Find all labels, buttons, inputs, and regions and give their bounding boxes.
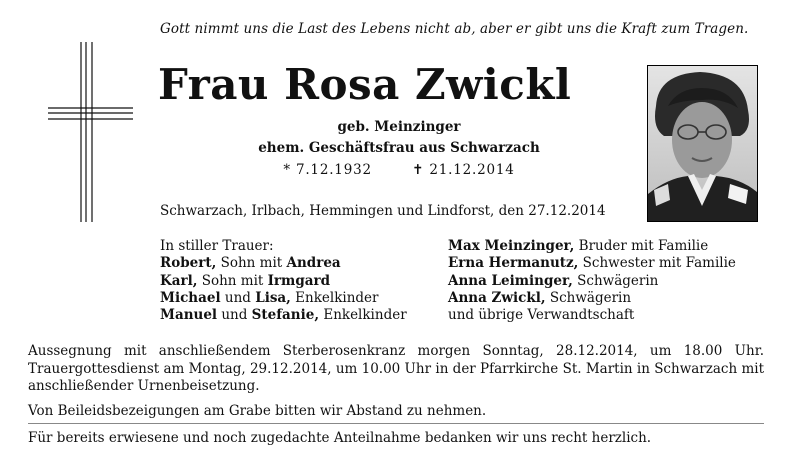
death-date: ✝ 21.12.2014 [412, 162, 515, 178]
mourner-line: Michael und Lisa, Enkelkinder [160, 289, 379, 306]
cross-icon [48, 42, 138, 222]
maiden-name: geb. Meinzinger [337, 119, 461, 135]
thanks-note: Für bereits erwiesene und noch zugedachte Anteilnahme bedanken wir uns recht herzlich. [28, 430, 652, 446]
mourner-line: Max Meinzinger, Bruder mit Familie [448, 238, 709, 254]
occupation: ehem. Geschäftsfrau aus Schwarzach [258, 140, 540, 156]
mourners-right-column [448, 238, 736, 324]
portrait-photo [647, 65, 758, 222]
mourners-left-column [160, 238, 407, 324]
mourner-line: Anna Zwickl, Schwägerin [448, 289, 632, 306]
mourner-line: Erna Hermanutz, Schwester mit Familie [448, 255, 736, 272]
place-and-date: Schwarzach, Irlbach, Hemmingen und Lindforst, den 27.12.2014 [160, 203, 606, 219]
mourner-line: Anna Leiminger, Schwägerin [448, 272, 659, 289]
mourner-line: und übrige Verwandtschaft [448, 307, 635, 324]
condolence-request: Von Beileidsbezeigungen am Grabe bitten wir Abstand zu nehmen. [28, 403, 487, 419]
mourner-line: Robert, Sohn mit Andrea [160, 255, 341, 272]
life-dates [160, 162, 638, 178]
divider-rule [28, 423, 764, 424]
mourner-line: Manuel und Stefanie, Enkelkinder [160, 307, 407, 324]
motto-quote: Gott nimmt uns die Last des Lebens nicht ab, aber er gibt uns die Kraft zum Tragen. [160, 21, 749, 37]
birth-date: * 7.12.1932 [283, 162, 372, 178]
mourners-intro: In stiller Trauer: [160, 238, 274, 254]
deceased-name: Frau Rosa Zwickl [158, 60, 572, 109]
funeral-details: Aussegnung mit anschließendem Sterberosenkranz morgen Sonntag, 28.12.2014, um 18.00 Uhr. Trauergottesdienst am Montag, 29.12.2014, um 10.00 Uhr in der Pfarrkirche St. Martin in Schwarzach mit anschließender Urnenbeisetzung. [28, 343, 765, 394]
mourner-line: Karl, Sohn mit Irmgard [160, 272, 331, 289]
